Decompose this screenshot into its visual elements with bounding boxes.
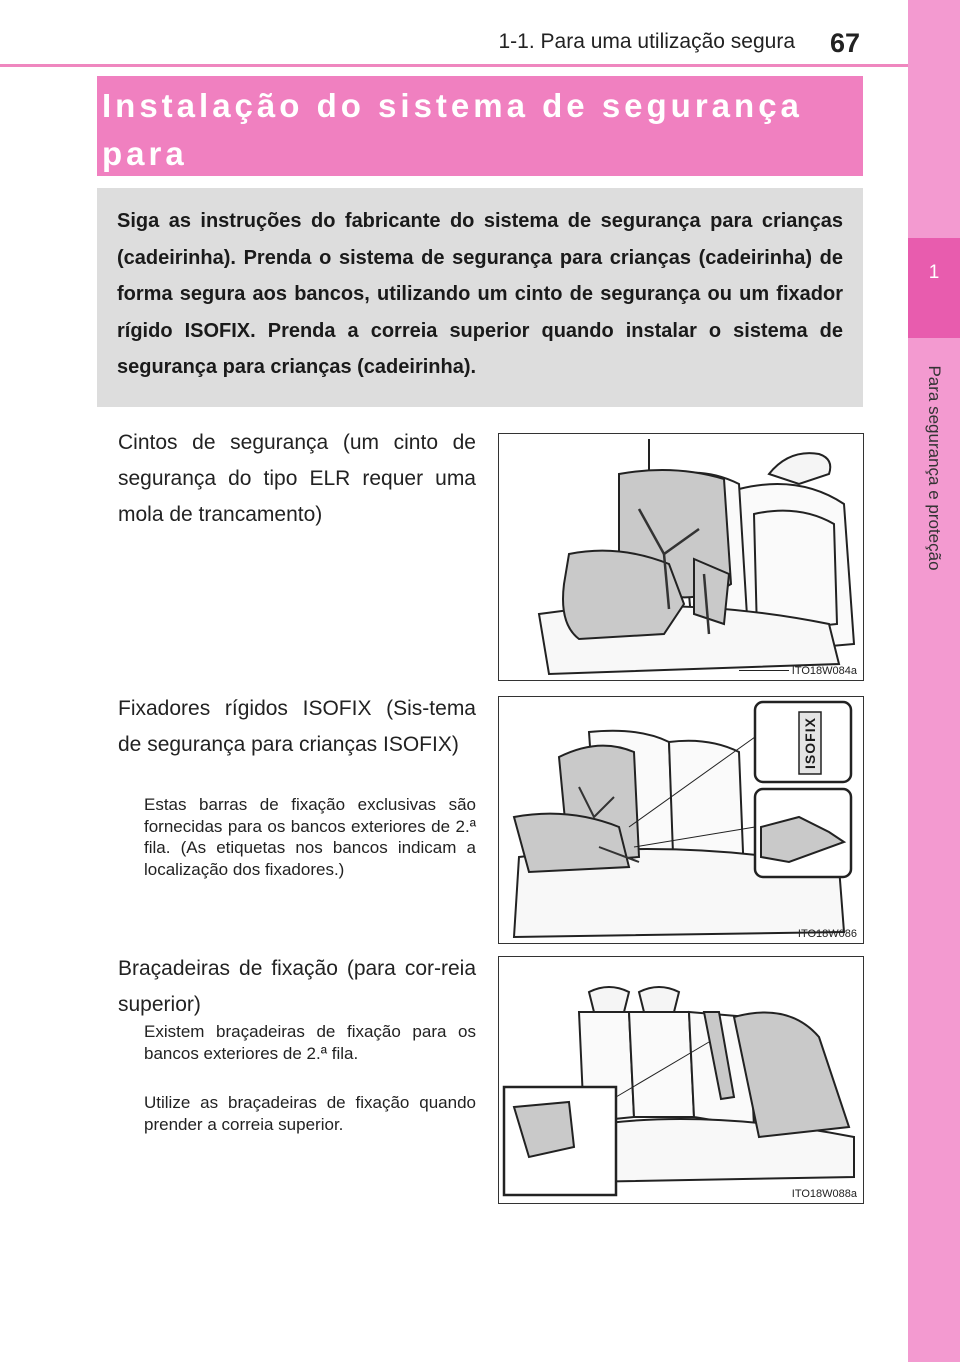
- header-divider: [0, 64, 908, 67]
- page-number: 67: [830, 28, 861, 58]
- chapter-number: 1: [928, 262, 940, 283]
- section-title-line-1: Instalação do sistema de segurança para: [102, 87, 803, 172]
- child-seat-belt-illustration: [499, 434, 863, 680]
- item-tether-description-2: Utilize as braçadeiras de fixação quando prender a correia superior.: [144, 1093, 476, 1134]
- figure-code-084a: ITO18W084a: [791, 665, 857, 677]
- chapter-tab-marker: [908, 238, 960, 338]
- chapter-side-tab: [908, 0, 960, 1362]
- item-seatbelts-title: Cintos de segurança (um cinto de segurança do tipo ELR requer uma mola de trancamento): [118, 431, 476, 526]
- item-isofix-title: Fixadores rígidos ISOFIX (Sis-tema de segurança para crianças ISOFIX): [118, 697, 476, 756]
- item-tether-description-1: Existem braçadeiras de fixação para os bancos exteriores de 2.ª fila.: [144, 1022, 476, 1063]
- figure-code-086: ITO18W086: [797, 928, 857, 940]
- figure-seatbelt-child-seat: [498, 433, 864, 681]
- item-isofix-description: Estas barras de fixação exclusivas são fornecidas para os bancos exteriores de 2.ª fila. (As etiquetas nos bancos indicam a localização dos fixadores.): [144, 795, 476, 879]
- chapter-title: Para segurança e proteção: [925, 365, 944, 571]
- figure-isofix-child-seat: [498, 696, 864, 944]
- figure-tether-anchor: [498, 956, 864, 1204]
- tether-anchor-illustration: [499, 957, 863, 1203]
- intro-text: Siga as instruções do fabricante do sistema de segurança para crianças (cadeirinha). Prenda o sistema de segurança para crianças (cadeirinha) de forma segura aos bancos, utilizando um cinto de segurança ou um fixador rígido ISOFIX. Prenda a correia superior quando instalar o sistema de segurança para crianças (cadeirinha).: [117, 210, 843, 378]
- figure-code-088a: ITO18W088a: [791, 1188, 857, 1200]
- figure-code-rule: [739, 670, 789, 671]
- isofix-label: ISOFIX: [802, 717, 818, 769]
- header-section-title: 1-1. Para uma utilização segura: [498, 30, 795, 53]
- item-tether-anchor-title: Braçadeiras de fixação (para cor-reia superior): [118, 957, 476, 1016]
